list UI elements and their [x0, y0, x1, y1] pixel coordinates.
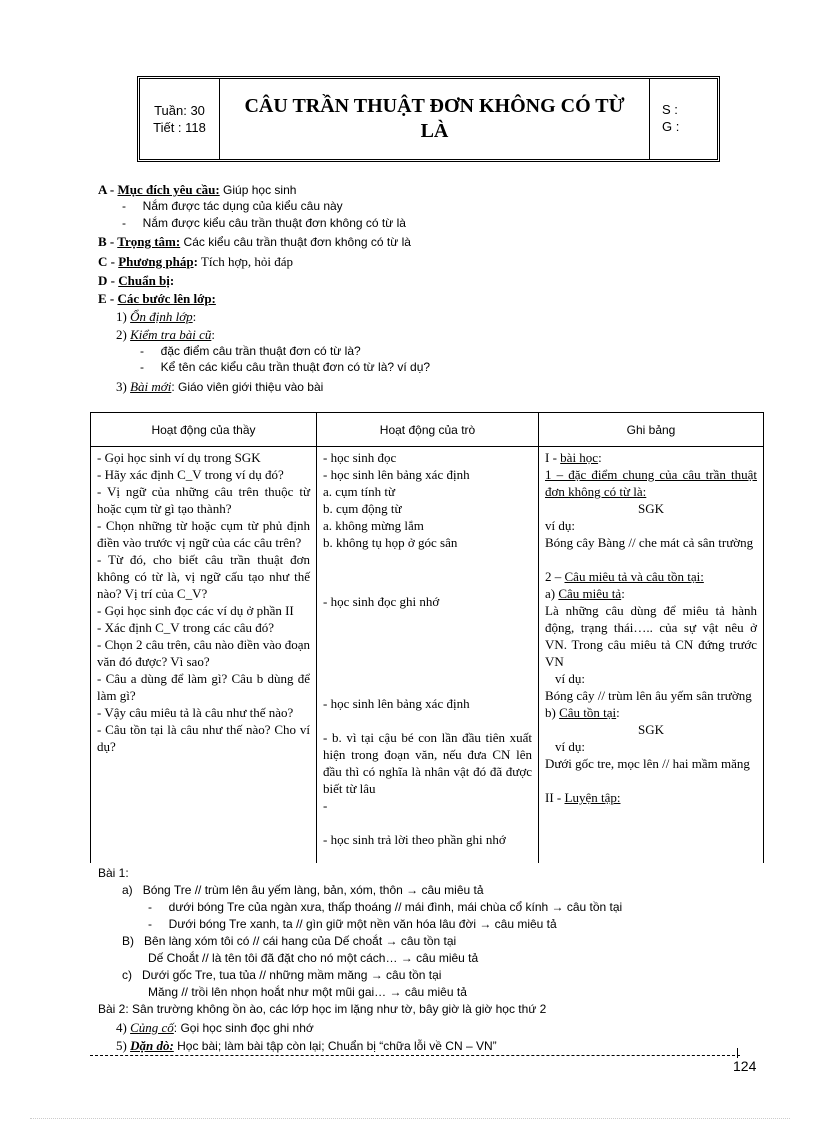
week-label: Tuần: 30	[154, 103, 205, 118]
page-edge	[30, 1118, 790, 1119]
footer-divider	[90, 1055, 740, 1056]
student-item: a. cụm tính từ	[323, 484, 396, 499]
teacher-item: - Vị ngữ của những câu trên thuộc từ hoặc cụm từ gì tạo thành?	[97, 484, 310, 516]
board-example-label: ví dụ:	[555, 671, 585, 686]
section-c-title: Phương pháp	[118, 254, 194, 269]
step-2: 2) Kiểm tra bài cũ:	[116, 327, 215, 342]
board-definition: Là những câu dùng để miêu tả hành động, trạng thái….. của sự vật nêu ở VN. Trong câu miêu tả CN đứng trước VN	[545, 603, 757, 669]
student-item: - học sinh trả lời theo phần ghi nhớ	[323, 832, 506, 847]
exercise-1c-line2: Măng // trồi lên nhọn hoắt như một mũi gai… → câu miêu tả	[148, 985, 467, 999]
board-example-label: ví dụ:	[555, 739, 585, 754]
footer-divider-tick	[737, 1048, 738, 1058]
board-column	[539, 447, 764, 864]
teacher-item: - Gọi học sinh đọc các ví dụ ở phần II	[97, 603, 294, 618]
header-student: Hoạt động của trò	[317, 413, 539, 447]
teacher-item: - Câu tồn tại là câu như thế nào? Cho ví dụ?	[97, 722, 310, 754]
step-1: 1) Ổn định lớp:	[116, 309, 197, 324]
student-item: a. không mừng lắm	[323, 518, 424, 533]
period-label: Tiết : 118	[153, 120, 206, 135]
header-teacher: Hoạt động của thầy	[91, 413, 317, 447]
student-item: -	[323, 798, 328, 813]
student-item: b. cụm động từ	[323, 501, 402, 516]
header-board: Ghi bảng	[539, 413, 764, 447]
exercise-1b-line2: Dế Choắt // là tên tôi đã đặt cho nó một cách… → câu miêu tả	[148, 951, 479, 965]
step-3: 3) Bài mới: Giáo viên giới thiệu vào bài	[116, 379, 324, 394]
board-item: a) Câu miêu tả:	[545, 586, 625, 601]
teacher-item: - Vậy câu miêu tả là câu như thế nào?	[97, 705, 294, 720]
teacher-item: - Xác định C_V trong các câu đó?	[97, 620, 275, 635]
student-item: b. không tụ họp ở góc sân	[323, 535, 458, 550]
board-subheading: 1 – đặc điểm chung của câu trần thuật đơn không có từ là:	[545, 467, 757, 499]
board-example: Bóng cây // trùm lên âu yếm sân trường	[545, 688, 752, 703]
exercise-2: Bài 2: Sân trường không ồn ào, các lớp học im lặng như tờ, bây giờ là giờ học thứ 2	[98, 1002, 547, 1016]
section-b-title: Trọng tâm:	[117, 234, 181, 249]
lesson-title: CÂU TRẦN THUẬT ĐƠN KHÔNG CÓ TỪ LÀ	[220, 79, 650, 159]
teacher-item: - Hãy xác định C_V trong ví dụ đó?	[97, 467, 284, 482]
board-ref: SGK	[637, 501, 664, 516]
page-number: 124	[733, 1058, 757, 1074]
teacher-item: - Gọi học sinh ví dụ trong SGK	[97, 450, 261, 465]
student-item: - học sinh lên bảng xác định	[323, 696, 470, 711]
section-a: A - Mục đích yêu cầu: Giúp học sinh	[98, 182, 297, 197]
board-heading: I - bài học:	[545, 450, 602, 465]
section-a-title: Mục đích yêu cầu:	[117, 182, 220, 197]
board-example-label: ví dụ:	[545, 518, 575, 533]
date-cell	[650, 79, 717, 159]
teacher-item: - Chọn những từ hoặc cụm từ phủ định điền vào trước vị ngữ của các câu trên?	[97, 518, 310, 550]
teacher-item: - Từ đó, cho biết câu trần thuật đơn không có từ là, vị ngữ cấu tạo như thế nào? Vị trí của C_V?	[97, 552, 310, 601]
student-item: - học sinh lên bảng xác định	[323, 467, 470, 482]
step-4: 4) Củng cố: Gọi học sinh đọc ghi nhớ	[116, 1020, 314, 1035]
board-ref: SGK	[637, 722, 664, 737]
teacher-item: - Chọn 2 câu trên, câu nào điền vào đoạn văn đó được? Vì sao?	[97, 637, 310, 669]
section-e-title: Các bước lên lớp:	[117, 291, 216, 306]
section-b: B - Trọng tâm: Các kiểu câu trần thuật đơn không có từ là	[98, 234, 411, 249]
section-d: D - Chuẩn bị:	[98, 273, 175, 288]
section-a-item: - Nắm được tác dụng của kiểu câu này	[122, 199, 343, 213]
board-item: b) Câu tồn tại:	[545, 705, 620, 720]
step-2-item: - đặc điểm câu trần thuật đơn có từ là?	[140, 344, 361, 358]
section-a-item: - Nắm được kiểu câu trần thuật đơn không có từ là	[122, 216, 406, 230]
board-heading: II - Luyện tập:	[545, 790, 621, 805]
section-e: E - Các bước lên lớp:	[98, 291, 216, 306]
activity-table	[90, 412, 764, 863]
student-item: - học sinh đọc	[323, 450, 397, 465]
exercise-1a: a) Bóng Tre // trùm lên âu yếm làng, bản, xóm, thôn → câu miêu tả	[122, 883, 484, 897]
section-c: C - Phương pháp: Tích hợp, hỏi đáp	[98, 254, 294, 269]
student-item: - b. vì tại cậu bé con lần đầu tiên xuất hiện trong đoạn văn, nếu đưa CN lên đầu thì có nghĩa là nhân vật đó đã được biết từ lâu	[323, 730, 532, 796]
exercise-1c: c) Dưới gốc Tre, tua tủa // những mầm măng → câu tồn tại	[122, 968, 442, 982]
step-5: 5) Dặn dò: Học bài; làm bài tập còn lại; Chuẩn bị “chữa lỗi về CN – VN”	[116, 1038, 497, 1053]
week-period-cell	[140, 79, 220, 159]
board-example: Dưới gốc tre, mọc lên // hai mầm măng	[545, 756, 750, 771]
s-label: S :	[662, 102, 678, 117]
student-column	[317, 447, 539, 864]
board-example: Bóng cây Bàng // che mát cả sân trường	[545, 535, 754, 550]
exercise-1-label: Bài 1:	[98, 866, 129, 880]
teacher-column	[91, 447, 317, 864]
exercise-1a-sub: - Dưới bóng Tre xanh, ta // gìn giữ một nền văn hóa lâu đời → câu miêu tả	[148, 917, 557, 931]
g-label: G :	[662, 119, 680, 134]
exercise-1b: B) Bên làng xóm tôi có // cái hang của Dế choắt → câu tồn tại	[122, 934, 457, 948]
teacher-item: - Câu a dùng để làm gì? Câu b dùng để làm gì?	[97, 671, 310, 703]
exercise-1a-sub: - dưới bóng Tre của ngàn xưa, thấp thoáng // mái đình, mái chùa cổ kính → câu tồn tại	[148, 900, 623, 914]
board-subheading: 2 – Câu miêu tả và câu tồn tại:	[545, 569, 704, 584]
section-d-title: Chuẩn bị	[118, 273, 170, 288]
header-box	[137, 76, 720, 162]
step-2-item: - Kể tên các kiểu câu trần thuật đơn có từ là? ví dụ?	[140, 360, 431, 374]
student-item: - học sinh đọc ghi nhớ	[323, 594, 440, 609]
